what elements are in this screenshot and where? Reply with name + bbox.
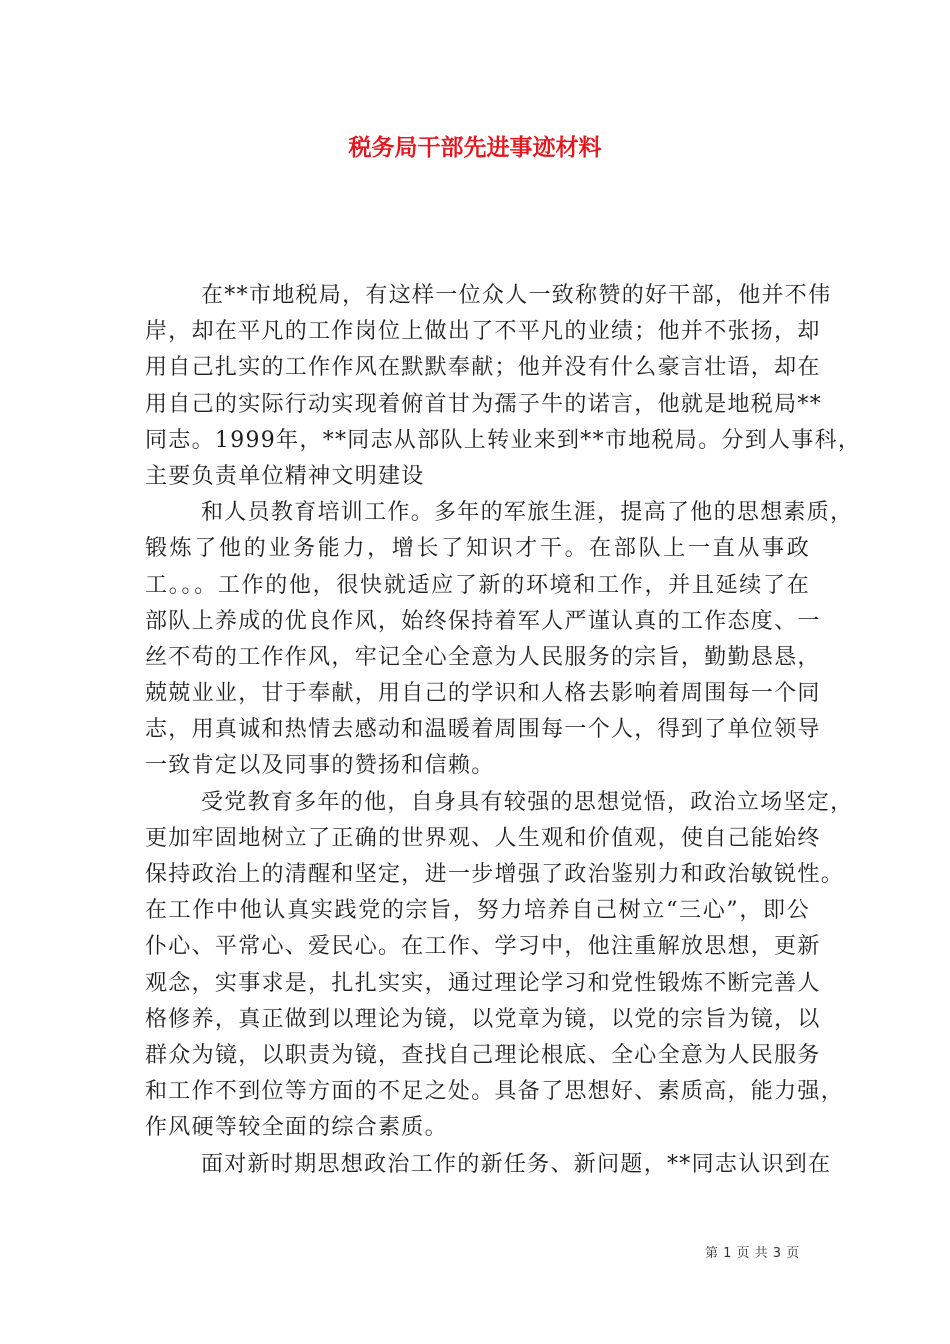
paragraph-3-line-4: 在工作中他认真实践党的宗旨，努力培养自己树立“三心”，即公 — [145, 898, 810, 924]
paragraph-2-line-1: 和人员教育培训工作。多年的军旅生涯，提高了他的思想素质， — [201, 500, 854, 526]
paragraph-3-line-7: 格修养，真正做到以理论为镜，以党章为镜，以党的宗旨为镜，以 — [145, 1006, 821, 1032]
paragraph-3-line-6: 观念，实事求是，扎扎实实，通过理论学习和党性锻炼不断完善人 — [145, 970, 821, 996]
paragraph-1-line-6: 主要负责单位精神文明建设 — [145, 463, 425, 489]
paragraph-1-line-3: 用自己扎实的工作作风在默默奉献；他并没有什么豪言壮语，却在 — [145, 355, 821, 381]
paragraph-2-line-8: 一致肯定以及同事的赞扬和信赖。 — [145, 753, 495, 779]
paragraph-2-line-7: 志，用真诚和热情去感动和温暖着周围每一个人，得到了单位领导 — [145, 717, 821, 743]
paragraph-3-line-1: 受党教育多年的他，自身具有较强的思想觉悟，政治立场坚定， — [201, 789, 854, 815]
paragraph-1-line-5: 同志。1999年，**同志从部队上转业来到**市地税局。分到人事科， — [145, 427, 862, 453]
paragraph-2-line-4: 部队上养成的优良作风，始终保持着军人严谨认真的工作态度、一 — [145, 608, 821, 634]
paragraph-2-line-6: 兢兢业业，甘于奉献，用自己的学识和人格去影响着周围每一个同 — [145, 681, 821, 707]
paragraph-1-line-2: 岸，却在平凡的工作岗位上做出了不平凡的业绩；他并不张扬，却 — [145, 319, 821, 345]
paragraph-1-line-1: 在**市地税局，有这样一位众人一致称赞的好干部，他并不伟 — [201, 283, 832, 308]
document-title: 税务局干部先进事迹材料 — [348, 134, 602, 161]
paragraph-3-line-2: 更加牢固地树立了正确的世界观、人生观和价值观，使自己能始终 — [145, 825, 821, 851]
page-number-footer: 第 1 页 共 3 页 — [705, 1246, 800, 1261]
paragraph-2-line-5: 丝不苟的工作作风，牢记全心全意为人民服务的宗旨，勤勤恳恳， — [145, 644, 821, 670]
paragraph-4-line-1: 面对新时期思想政治工作的新任务、新问题，**同志认识到在 — [201, 1151, 832, 1177]
paragraph-3-line-10: 作风硬等较全面的综合素质。 — [145, 1115, 448, 1141]
paragraph-2-line-2: 锻炼了他的业务能力，增长了知识才干。在部队上一直从事政 — [145, 536, 810, 562]
paragraph-1-line-4: 用自己的实际行动实现着俯首甘为孺子牛的诺言，他就是地税局** — [145, 391, 823, 417]
paragraph-3-line-9: 和工作不到位等方面的不足之处。具备了思想好、素质高，能力强， — [145, 1079, 845, 1105]
paragraph-2-line-3: 工。。。工作的他，很快就适应了新的环境和工作，并且延续了在 — [145, 572, 810, 598]
document-body — [145, 278, 862, 1183]
paragraph-3-line-5: 仆心、平常心、爱民心。在工作、学习中，他注重解放思想，更新 — [145, 934, 821, 960]
paragraph-3-line-3: 保持政治上的清醒和坚定，进一步增强了政治鉴别力和政治敏锐性。 — [145, 862, 845, 887]
paragraph-3-line-8: 群众为镜，以职责为镜，查找自己理论根底、全心全意为人民服务 — [145, 1042, 821, 1068]
